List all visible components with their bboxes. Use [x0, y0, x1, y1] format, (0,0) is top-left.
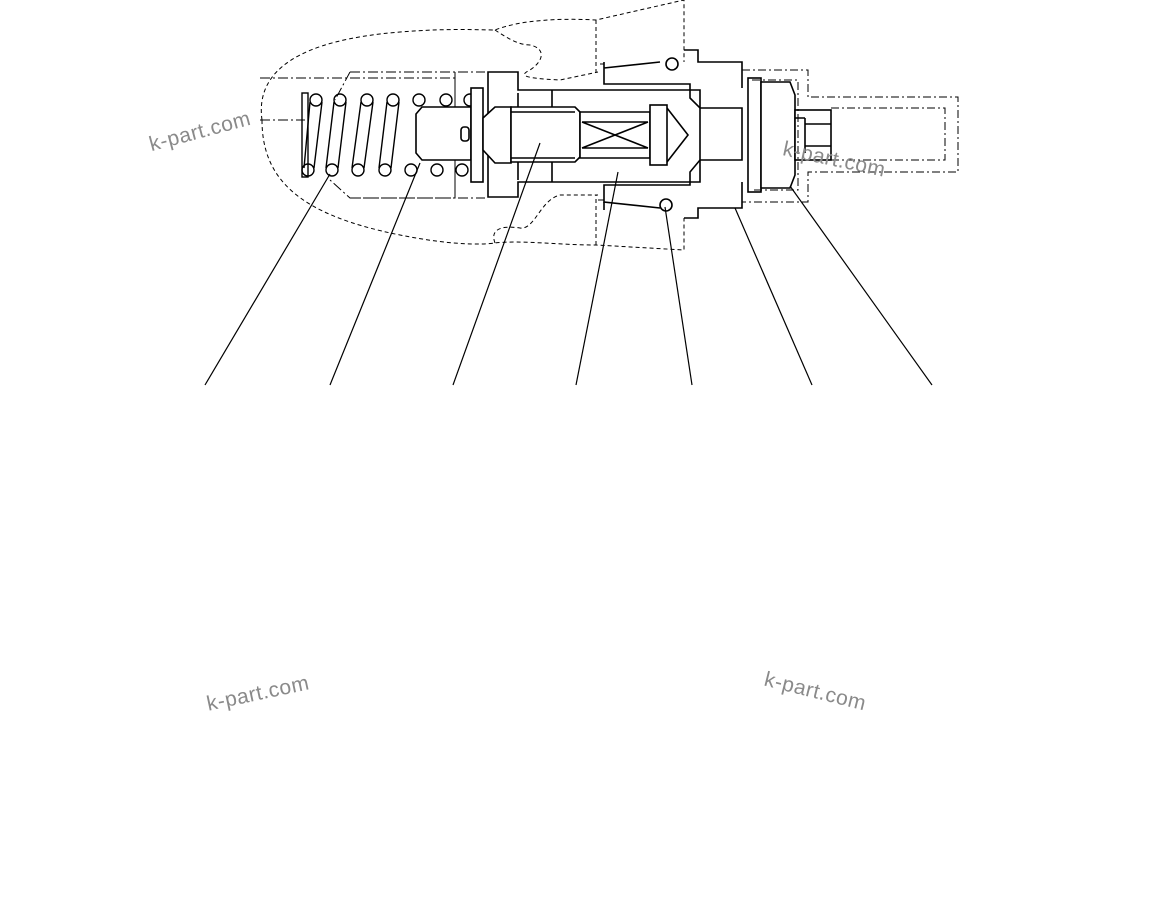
- leader-line-7: [790, 186, 932, 385]
- leader-line-2: [330, 163, 420, 385]
- valve-piston: [483, 105, 688, 165]
- washer: [748, 78, 761, 192]
- leader-line-4: [576, 172, 618, 385]
- leader-line-6: [735, 208, 812, 385]
- watermark: k-part.com: [780, 137, 888, 182]
- nut: [761, 82, 795, 188]
- retainer-plate: [471, 88, 483, 182]
- watermark: k-part.com: [146, 106, 254, 157]
- leader-line-5: [665, 207, 692, 385]
- plunger: [416, 107, 471, 160]
- leader-line-1: [205, 174, 330, 385]
- watermark: k-part.com: [761, 667, 869, 716]
- watermark: k-part.com: [204, 671, 312, 716]
